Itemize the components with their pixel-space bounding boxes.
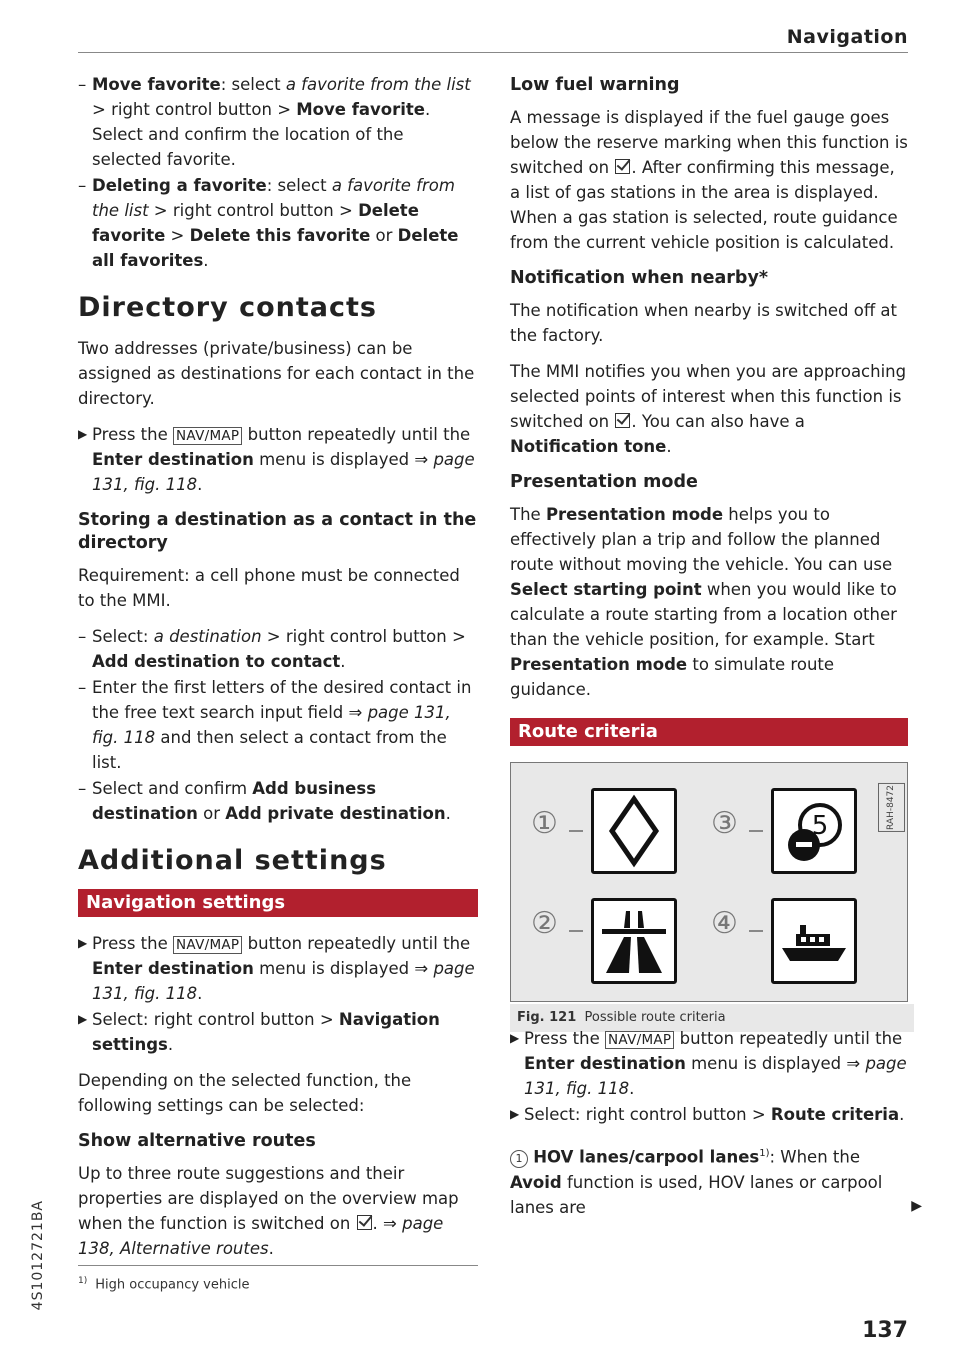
list-item-select-confirm: – Select and confirm Add business destination or Add private destination. [78, 779, 451, 823]
step-press-nav-map-2: ▶ Press the NAV/MAP button repeatedly until the Enter destination menu is displayed ⇒ page 131, fig. 118. [78, 934, 475, 1003]
figure-route-criteria [510, 762, 908, 1025]
list-item-delete-favorite: – Deleting a favorite: select a favorite from the list > right control button > Delete favorite > Delete this favorite or Delete all favorites. [78, 176, 459, 270]
subheading-notification-nearby: Notification when nearby* [510, 268, 769, 288]
toll-number: 5 [811, 811, 829, 841]
callout-1: ① [531, 806, 558, 841]
page-reference[interactable]: ⇒ page 138, Alternative routes [78, 1214, 444, 1258]
ferry-icon [771, 898, 857, 984]
list-item-select-destination: – Select: a destination > right control button > Add destination to contact. [78, 627, 466, 671]
continue-arrow-icon: ▶ [911, 1198, 922, 1214]
navigation-settings-bar: Navigation settings [78, 889, 478, 917]
toll-road-icon [771, 788, 857, 874]
hov-lane-diamond-icon [591, 788, 677, 874]
nav-map-button-label: NAV/MAP [173, 936, 242, 954]
callout-2: ② [531, 906, 558, 941]
step-select-route-criteria: ▶ Select: right control button > Route criteria. [510, 1105, 905, 1124]
route-criteria-bar: Route criteria [510, 718, 908, 746]
subheading-low-fuel-warning: Low fuel warning [510, 75, 680, 95]
directory-paragraph: Two addresses (private/business) can be assigned as destinations for each contact in the directory. [78, 339, 475, 408]
section-heading-additional-settings: Additional settings [78, 845, 387, 876]
footnote-divider [78, 1265, 478, 1266]
callout-3: ③ [711, 806, 738, 841]
subheading-presentation-mode: Presentation mode [510, 472, 698, 492]
page-number: 137 [862, 1318, 908, 1343]
subheading-storing-destination: Storing a destination as a contact in the directory [78, 510, 477, 553]
right-column [510, 72, 908, 1231]
list-item-enter-letters: – Enter the first letters of the desired contact in the free text search input field ⇒ page 131, fig. 118 and then select a contact from the list. [78, 678, 472, 772]
requirement-paragraph: Requirement: a cell phone must be connected to the MMI. [78, 566, 460, 610]
step-select-navigation-settings: ▶ Select: right control button > Navigation settings. [78, 1010, 440, 1054]
callout-4: ④ [711, 906, 738, 941]
header-divider [78, 52, 908, 53]
page-reference[interactable]: ⇒ page 131, fig. 118 [524, 1054, 907, 1098]
page-reference[interactable]: ⇒ page 131, fig. 118 [92, 450, 475, 494]
section-heading-directory-contacts: Directory contacts [78, 292, 377, 323]
figure-caption: Fig. 121 Possible route criteria [510, 1004, 914, 1032]
callout-line [749, 830, 763, 832]
checkbox-checked-icon [357, 1215, 372, 1230]
depending-paragraph: Depending on the selected function, the following settings can be selected: [78, 1071, 412, 1115]
footnote: $^{1)}$ High occupancy vehicle [78, 1276, 250, 1293]
low-fuel-paragraph: A message is displayed if the fuel gauge goes below the reserve marking when this function is switched on . After confirming this message, a list of gas stations in the area is displayed. When a gas station is selected, route guidance from the current vehicle position is calculated. [510, 108, 908, 252]
list-item-move-favorite: – Move favorite: select a favorite from the list > right control button > Move favorite. Select and confirm the location of the selected favorite. [78, 75, 471, 169]
page-reference[interactable]: ⇒ page 131, fig. 118 [92, 959, 475, 1003]
notification-paragraph-2: The MMI notifies you when you are approaching selected points of interest when this function is switched on . You can also have a Notification tone. [510, 362, 907, 456]
step-press-nav-map: ▶ Press the NAV/MAP button repeatedly until the Enter destination menu is displayed ⇒ page 131, fig. 118. [78, 425, 475, 494]
callout-line [569, 830, 583, 832]
step-press-nav-map-3: ▶ Press the NAV/MAP button repeatedly until the Enter destination menu is displayed ⇒ page 131, fig. 118. [510, 1029, 907, 1098]
nav-map-button-label: NAV/MAP [605, 1031, 674, 1049]
checkbox-checked-icon [615, 413, 630, 428]
page-header-title: Navigation [786, 26, 908, 48]
checkbox-checked-icon [615, 159, 630, 174]
presentation-paragraph: The Presentation mode helps you to effectively plan a trip and follow the planned route without moving the vehicle. You can use Select starting point when you would like to calculate a route starting from a location other than the vehicle position, for example. Start Presentation mode to simulate route guidance. [510, 505, 897, 699]
callout-number-badge: 1 [510, 1150, 528, 1168]
figure-frame [510, 762, 908, 1002]
page-reference[interactable]: ⇒ page 131, fig. 118 [92, 703, 451, 747]
left-column [78, 72, 478, 1272]
highway-icon [591, 898, 677, 984]
callout-line [569, 930, 583, 932]
callout-line [749, 930, 763, 932]
nav-map-button-label: NAV/MAP [173, 427, 242, 445]
subheading-alternative-routes: Show alternative routes [78, 1131, 316, 1151]
alternative-routes-paragraph: Up to three route suggestions and their properties are displayed on the overview map when the function is switched on . ⇒ page 138, Alternative routes. [78, 1164, 459, 1258]
figure-code: RAH-8472 [878, 783, 905, 832]
notification-paragraph-1: The notification when nearby is switched off at the factory. [510, 301, 898, 345]
document-id: 4S1012721BA [30, 1200, 46, 1311]
hov-paragraph: 1 HOV lanes/carpool lanes$^{1)}$: When the Avoid function is used, HOV lanes or carpool lanes are [510, 1147, 883, 1217]
